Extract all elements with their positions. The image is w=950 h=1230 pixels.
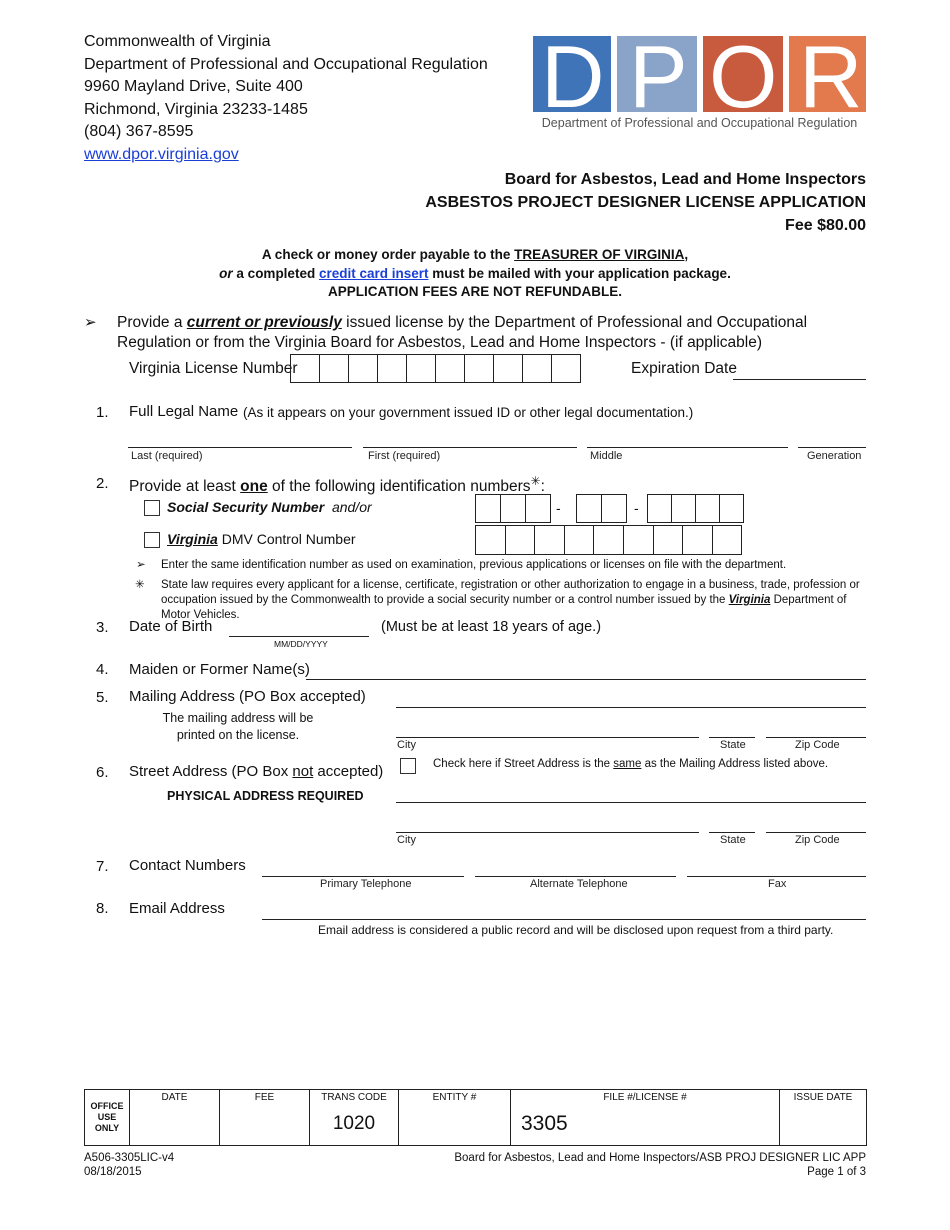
form-id: A506-3305LIC-v4 bbox=[84, 1152, 175, 1164]
logo-block-r bbox=[789, 27, 866, 126]
office-fee-cell: FEE bbox=[220, 1090, 310, 1146]
payment-instructions bbox=[150, 246, 800, 302]
item-number-5: 5. bbox=[96, 689, 109, 706]
form-date: 08/18/2015 bbox=[84, 1166, 142, 1178]
form-title: ASBESTOS PROJECT DESIGNER LICENSE APPLICATION bbox=[425, 194, 866, 211]
license-number-boxes[interactable] bbox=[290, 354, 581, 383]
street-state-caption: State bbox=[720, 834, 746, 846]
mailing-city-field[interactable] bbox=[396, 737, 699, 738]
middle-name-field[interactable] bbox=[587, 447, 788, 448]
agency-phone: (804) 367-8595 bbox=[84, 123, 194, 140]
logo-block-p bbox=[617, 27, 697, 126]
maiden-name-field[interactable] bbox=[306, 679, 866, 680]
office-file-license-cell: FILE #/LICENSE # 3305 bbox=[511, 1090, 780, 1146]
note-arrow-icon: ➢ bbox=[136, 559, 146, 571]
expiration-date-label: Expiration Date bbox=[631, 360, 737, 377]
email-note: Email address is considered a public record and will be disclosed upon request from a third party. bbox=[318, 923, 834, 937]
fee-title: Fee $80.00 bbox=[785, 217, 866, 234]
office-entity-cell: ENTITY # bbox=[399, 1090, 511, 1146]
ssn-checkbox[interactable] bbox=[144, 500, 160, 516]
agency-website-link[interactable]: www.dpor.virginia.gov bbox=[84, 145, 239, 163]
agency-line-1: Commonwealth of Virginia bbox=[84, 33, 271, 50]
primary-telephone-field[interactable] bbox=[262, 876, 464, 877]
alternate-telephone-field[interactable] bbox=[475, 876, 676, 877]
dmv-checkbox[interactable] bbox=[144, 532, 160, 548]
maiden-name-label: Maiden or Former Name(s) bbox=[129, 661, 310, 678]
primary-telephone-caption: Primary Telephone bbox=[320, 878, 412, 890]
board-title: Board for Asbestos, Lead and Home Inspectors bbox=[504, 171, 866, 188]
footer-left bbox=[84, 1151, 174, 1179]
street-zip-field[interactable] bbox=[766, 832, 866, 833]
street-city-caption: City bbox=[397, 834, 416, 846]
dmv-number-boxes[interactable] bbox=[475, 525, 742, 555]
logo-caption: Department of Professional and Occupational Regulation bbox=[541, 116, 858, 130]
first-name-field[interactable] bbox=[363, 447, 577, 448]
office-issue-date-cell: ISSUE DATE bbox=[780, 1090, 867, 1146]
mailing-address-label: Mailing Address (PO Box accepted) bbox=[129, 688, 366, 705]
item-number-4: 4. bbox=[96, 661, 109, 678]
ssn-boxes-group-3[interactable] bbox=[647, 494, 744, 523]
email-address-field[interactable] bbox=[262, 919, 866, 920]
page-number: Page 1 of 3 bbox=[807, 1166, 866, 1178]
logo-block-o bbox=[703, 27, 783, 126]
ssn-dash-1: - bbox=[556, 500, 561, 516]
license-number-label: Virginia License Number bbox=[129, 360, 298, 377]
note-asterisk-icon: ✳ bbox=[135, 579, 145, 591]
first-name-caption: First (required) bbox=[368, 450, 441, 462]
office-use-only-cell: OFFICE USE ONLY bbox=[85, 1090, 130, 1146]
ssn-boxes-group-1[interactable] bbox=[475, 494, 551, 523]
alternate-telephone-caption: Alternate Telephone bbox=[530, 878, 628, 890]
street-state-field[interactable] bbox=[709, 832, 755, 833]
dpor-logo bbox=[533, 27, 866, 134]
credit-card-insert-link[interactable]: credit card insert bbox=[318, 265, 429, 281]
item-number-7: 7. bbox=[96, 858, 109, 875]
last-name-field[interactable] bbox=[128, 447, 352, 448]
expiration-date-field[interactable] bbox=[733, 379, 866, 380]
dob-format-caption: MM/DD/YYYY bbox=[274, 639, 328, 649]
full-legal-name-hint: (As it appears on your government issued ID or other legal documentation.) bbox=[243, 405, 694, 420]
identification-note-2: State law requires every applicant for a license, certificate, registration or other authorization to engage in a business, trade, profession or occupation issued by the Commonwealth to provide a social security number or a control number issued by the Virginia Department of Motor Vehicles. bbox=[161, 579, 860, 621]
mailing-state-caption: State bbox=[720, 739, 746, 751]
logo-letter-r: R bbox=[799, 27, 863, 126]
arrow-bullet-icon: ➢ bbox=[84, 314, 97, 331]
payment-line-3: APPLICATION FEES ARE NOT REFUNDABLE. bbox=[327, 284, 622, 299]
identification-note-1: Enter the same identification number as used on examination, previous applications or licenses on file with the department. bbox=[161, 559, 787, 571]
fax-field[interactable] bbox=[687, 876, 866, 877]
generation-field[interactable] bbox=[798, 447, 866, 448]
physical-address-required: PHYSICAL ADDRESS REQUIRED bbox=[167, 789, 364, 803]
footer-right bbox=[454, 1151, 866, 1179]
same-as-mailing-checkbox[interactable] bbox=[400, 758, 416, 774]
generation-caption: Generation bbox=[807, 450, 862, 462]
street-field[interactable] bbox=[396, 802, 866, 803]
trans-code-value: 1020 bbox=[332, 1113, 376, 1134]
treasurer-name: TREASURER OF VIRGINIA bbox=[514, 247, 685, 262]
ssn-boxes-group-2[interactable] bbox=[576, 494, 627, 523]
full-legal-name-label: Full Legal Name bbox=[129, 403, 239, 420]
mailing-zip-caption: Zip Code bbox=[795, 739, 840, 751]
mailing-street-field[interactable] bbox=[396, 707, 866, 708]
item-number-6: 6. bbox=[96, 764, 109, 781]
last-name-caption: Last (required) bbox=[131, 450, 203, 462]
agency-line-4: Richmond, Virginia 23233-1485 bbox=[84, 100, 308, 118]
item-number-3: 3. bbox=[96, 619, 109, 636]
middle-name-caption: Middle bbox=[590, 450, 623, 462]
mailing-note: The mailing address will be printed on the license. bbox=[162, 711, 314, 742]
ssn-dash-2: - bbox=[634, 500, 639, 516]
mailing-zip-field[interactable] bbox=[766, 737, 866, 738]
mailing-state-field[interactable] bbox=[709, 737, 755, 738]
logo-letter-p: P bbox=[629, 27, 688, 126]
dmv-label: Virginia DMV Control Number bbox=[167, 531, 356, 547]
logo-letter-o: O bbox=[709, 27, 778, 126]
file-license-value: 3305 bbox=[521, 1112, 568, 1135]
dob-label: Date of Birth bbox=[129, 618, 213, 635]
payment-line-2: or a completed credit card insert must be mailed with your application package. bbox=[219, 265, 731, 281]
dob-note: (Must be at least 18 years of age.) bbox=[381, 619, 602, 635]
logo-block-d bbox=[533, 27, 611, 126]
agency-line-3: 9960 Mayland Drive, Suite 400 bbox=[84, 78, 303, 95]
item-number-1: 1. bbox=[96, 404, 109, 421]
agency-line-2: Department of Professional and Occupational Regulation bbox=[84, 55, 488, 73]
fax-caption: Fax bbox=[768, 878, 787, 890]
office-use-table bbox=[84, 1089, 867, 1146]
logo-letter-d: D bbox=[541, 27, 605, 126]
license-intro: Provide a current or previously issued license by the Department of Professional and Occupational Regulation or from the Virginia Board for Asbestos, Lead and Home Inspectors - (if applicable) bbox=[117, 314, 808, 351]
street-city-field[interactable] bbox=[396, 832, 699, 833]
office-date-cell: DATE bbox=[130, 1090, 220, 1146]
agency-address bbox=[84, 31, 488, 166]
ssn-label: Social Security Number and/or bbox=[167, 499, 372, 515]
item-number-8: 8. bbox=[96, 900, 109, 917]
footer-form-name: Board for Asbestos, Lead and Home Inspectors/ASB PROJ DESIGNER LIC APP bbox=[454, 1152, 866, 1164]
office-trans-code-cell: TRANS CODE 1020 bbox=[310, 1090, 399, 1146]
dob-field[interactable] bbox=[229, 636, 369, 637]
street-address-label: Street Address (PO Box not accepted) bbox=[129, 763, 384, 780]
payment-line-1: A check or money order payable to the TREASURER OF VIRGINIA, bbox=[261, 247, 689, 262]
email-address-label: Email Address bbox=[129, 900, 225, 917]
same-as-mailing-label: Check here if Street Address is the same as the Mailing Address listed above. bbox=[433, 758, 829, 770]
title-block bbox=[425, 168, 866, 237]
mailing-city-caption: City bbox=[397, 739, 416, 751]
item-number-2: 2. bbox=[96, 475, 109, 492]
identification-prompt: Provide at least one of the following identification numbers✳: bbox=[129, 474, 545, 496]
street-zip-caption: Zip Code bbox=[795, 834, 840, 846]
asterisk-icon: ✳ bbox=[530, 474, 541, 488]
contact-numbers-label: Contact Numbers bbox=[129, 857, 246, 874]
